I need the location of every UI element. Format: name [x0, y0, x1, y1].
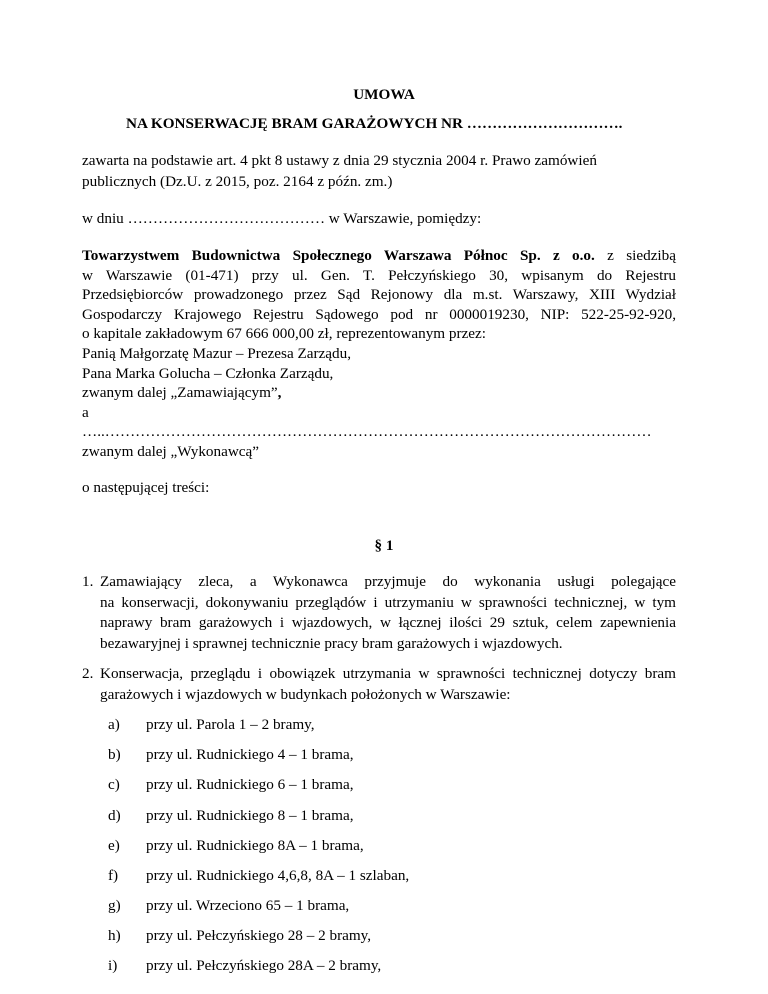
party-2-placeholder: …..……………………………………………………………………………………………… [82, 423, 652, 440]
location-item: d) przy ul. Rudnickiego 8 – 1 brama, [108, 807, 354, 824]
location-item: e) przy ul. Rudnickiego 8A – 1 brama, [108, 837, 364, 854]
party-1-line-5: o kapitale zakładowym 67 666 000,00 zł, reprezentowanym przez: [82, 325, 487, 343]
party-2-alias: zwanym dalej „Wykonawcą” [82, 443, 260, 460]
date-place-line: w dniu ………………………………… w Warszawie, pomiędzy: [82, 210, 482, 227]
legal-basis-line-2: publicznych (Dz.U. z 2015, poz. 2164 z późn. zm.) [82, 173, 393, 190]
representative-1: Panią Małgorzatę Mazur – Prezesa Zarządu, [82, 344, 352, 362]
location-item: a) przy ul. Parola 1 – 2 bramy, [108, 716, 315, 733]
section-1-heading: § 1 [374, 537, 394, 554]
section-1-item-1: 1. Zamawiający zleca, a Wykonawca przyjmuje do wykonania usługi polegające na konserwacji, dokonywaniu przeglądów i utrzymaniu w sprawności technicznej, w tym naprawy bram garażowych i wjazdowych, w łącznej ilości 29 sztuk, celem zapewnienia bezawaryjnej i sprawnej technicznie pracy bram garażowych i wjazdowych. [82, 573, 676, 653]
location-item: f) przy ul. Rudnickiego 4,6,8, 8A – 1 szlaban, [108, 867, 410, 884]
content-intro: o następującej treści: [82, 479, 210, 496]
legal-basis-line-1: zawarta na podstawie art. 4 pkt 8 ustawy z dnia 29 stycznia 2004 r. Prawo zamówień [82, 152, 597, 169]
party-1-name: Towarzystwem Budownictwa Społecznego Warszawa Północ Sp. z o.o. [82, 247, 595, 264]
document-title: UMOWA [353, 86, 415, 103]
party-1-block [82, 246, 676, 422]
item-number: 1. [82, 573, 94, 590]
conjunction: a [82, 403, 89, 421]
location-item: c) przy ul. Rudnickiego 6 – 1 brama, [108, 776, 354, 793]
document-subtitle: NA KONSERWACJĘ BRAM GARAŻOWYCH NR …………………………. [126, 115, 623, 132]
representative-2: Pana Marka Golucha – Członka Zarządu, [82, 364, 334, 382]
party-1-line-4: Gospodarczy Krajowego Rejestru Sądowego pod nr 0000019230, NIP: 522-25-92-920, [82, 305, 676, 323]
location-item: h) przy ul. Pełczyńskiego 28 – 2 bramy, [108, 927, 372, 944]
party-1-line-2: w Warszawie (01-471) przy ul. Gen. T. Pełczyńskiego 30, wpisanym do Rejestru [82, 266, 676, 284]
section-1-item-2: 2. Konserwacja, przeglądu i obowiązek utrzymania w sprawności technicznej dotyczy bram garażowych i wjazdowych w budynkach położonych w Warszawie: [82, 665, 676, 703]
party-1-line-3: Przedsiębiorców prowadzonego przez Sąd Rejonowy dla m.st. Warszawy, XIII Wydział [82, 286, 676, 304]
location-item: i) przy ul. Pełczyńskiego 28A – 2 bramy, [108, 957, 382, 974]
party-1-line-1: Towarzystwem Budownictwa Społecznego Warszawa Północ Sp. z o.o. z siedzibą [82, 247, 676, 264]
party-1-alias: zwanym dalej „Zamawiającym”, [82, 384, 282, 402]
location-item: b) przy ul. Rudnickiego 4 – 1 brama, [108, 746, 354, 763]
item-number: 2. [82, 665, 94, 682]
location-item: g) przy ul. Wrzeciono 65 – 1 brama, [108, 897, 350, 914]
